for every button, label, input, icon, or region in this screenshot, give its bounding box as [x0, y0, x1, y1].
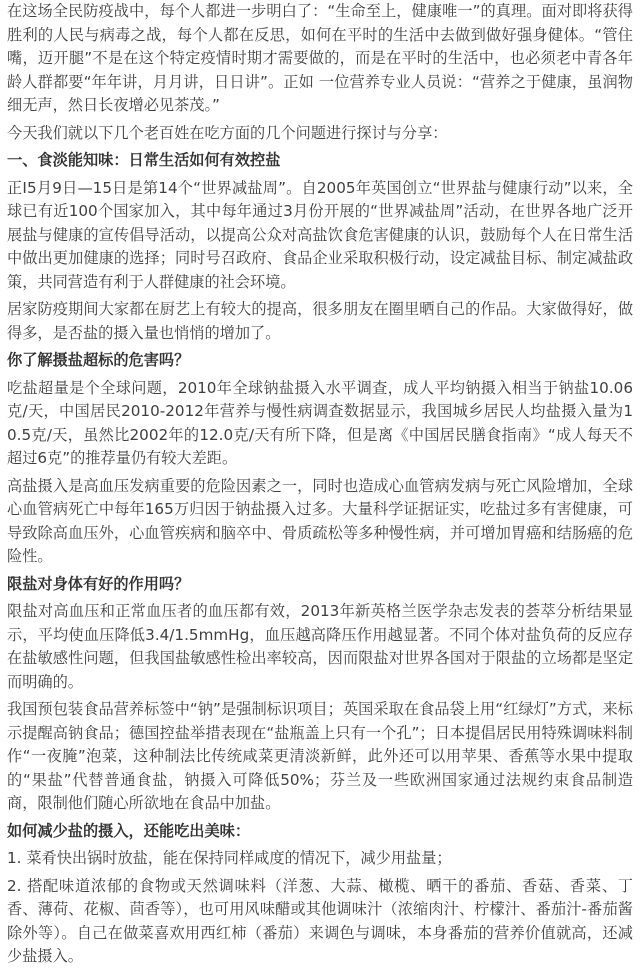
section-1-heading: 一、食淡能知味：日常生活如何有效控盐: [7, 151, 281, 169]
tip-1: 1. 菜肴快出锅时放盐，能在保持同样咸度的情况下，减少用盐量；: [7, 849, 452, 867]
tip-2: 2. 搭配味道浓郁的食物或天然调味料（洋葱、大蒜、橄榄、晒干的番茄、香菇、香菜、丁香、薄荷、花椒、茴香等），也可用风味醋或其他调味汁（浓缩肉汁、柠檬汁、番茄汁-番茄酱除外等）。自己在做菜喜欢用西红柿（番茄）来调色与调味，本身番茄的营养价值就高，还减少盐摄入。: [7, 876, 633, 965]
salt-intake-paragraph: 吃盐超量是个全球问题，2010年全球钠盐摄入水平调查，成人平均钠摄入相当于钠盐10.06克/天，中国居民2010-2012年营养与慢性病调查数据显示，我国城乡居民人均盐摄入量为10.5克/天，虽然比2002年的12.0克/天有所下降，但是离《中国居民膳食指南》“成人每天不超过6克”的推荐量仍有较大差距。: [7, 378, 633, 467]
question-2-heading: 限盐对身体有好的作用吗？: [7, 574, 190, 593]
international-measures-paragraph: 我国预包装食品营养标签中“钠”是强制标识项目；英国采取在食品袋上用“红绿灯”方式，来标示提醒高钠食品；德国控盐举措表现在“盐瓶盖上只有一个孔”；日本提倡居民用特殊调味料制作“一夜腌”泡菜，这种制法比传统咸菜更清淡新鲜，此外还可以用苹果、香蕉等水果中提取的“果盐”代替普通食盐，钠摄入可降低50%；芬兰及一些欧洲国家通过法规约束食品制造商，限制他们随心所欲地在食品中加盐。: [7, 700, 633, 812]
question-3-heading: 如何减少盐的摄入，还能吃出美味：: [7, 821, 250, 840]
home-cooking-paragraph: 居家防疫期间大家都在厨艺上有较大的提高，很多朋友在圈里晒自己的作品。大家做得好，做得多，是否盐的摄入量也悄悄的增加了。: [7, 300, 633, 342]
salt-week-paragraph: 正Ⅰ5月9日—15日是第14个“世界减盐周”。自2005年英国创立“世界盐与健康行动”以来，全球已有近100个国家加入，其中每年通过3月份开展的“世界减盐周”活动，在世界各地广泛开展盐与健康的宣传倡导活动，以提高公众对高盐饮食危害健康的认识，鼓励每个人在日常生活中做出更加健康的选择；同时号召政府、食品企业采取积极行动，设定减盐目标、制定减盐政策，共同营造有利于人群健康的社会环境。: [7, 178, 633, 291]
question-1-heading: 你了解摄盐超标的危害吗？: [7, 351, 190, 369]
intro-paragraph: 在这场全民防疫战中，每个人都进一步明白了：“生命至上，健康唯一”的真理。面对即将获得胜利的人民与病毒之战，每个人都在反思，如何在平时的生活中去做到做好强身健体。“管住嘴，迈开腿”不是在这个特定疫情时期才需要做的，而是在平时的生活中，也必须老中青各年龄人群都要“年年讲，月月讲，日日讲”。正如 一位营养专业人员说：“营养之于健康，虽润物细无声，然日长夜增必见茶茂。”: [7, 2, 633, 114]
salt-limit-effect-paragraph: 限盐对高血压和正常血压者的血压都有效，2013年新英格兰医学杂志发表的荟萃分析结果显示，平均使血压降低3.4/1.5mmHg，血压越高降压作用越显著。不同个体对盐负荷的反应存在盐敏感性问题，但我国盐敏感性检出率较高，因而限盐对世界各国对于限盐的立场都是坚定而明确的。: [7, 602, 633, 691]
lead-paragraph: 今天我们就以下几个老百姓在吃方面的几个问题进行探讨与分享：: [7, 123, 448, 142]
high-salt-risk-paragraph: 高盐摄入是高血压发病重要的危险因素之一，同时也造成心血管病发病与死亡风险增加，全球心血管病死亡中每年165万归因于钠盐摄入过多。大量科学证据证实，吃盐过多有害健康，可导致除高血压外，心血管疾病和脑卒中、骨质疏松等多种慢性病，并可增加胃癌和结肠癌的危险性。: [7, 476, 633, 565]
